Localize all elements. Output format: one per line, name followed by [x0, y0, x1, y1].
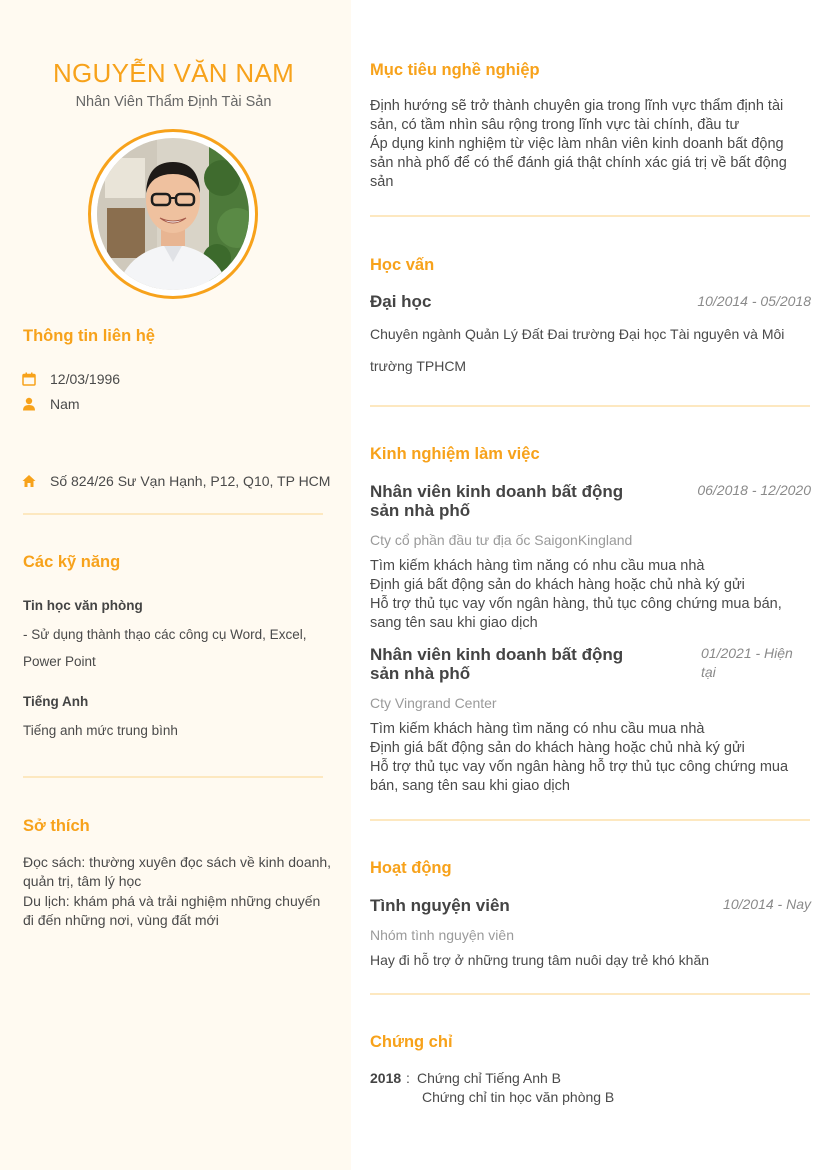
hobbies-section-title: Sở thích [23, 817, 90, 835]
job-company: Cty cổ phần đầu tư địa ốc SaigonKingland [370, 532, 633, 548]
job-duty: Tìm kiếm khách hàng tìm năng có nhu cầu mua nhà [370, 558, 705, 574]
user-icon [22, 397, 36, 416]
certificate-year: 2018 [370, 1070, 402, 1086]
contact-section-title: Thông tin liên hệ [23, 327, 155, 345]
hobby-line: quản trị, tâm lý học [23, 873, 142, 889]
job-duty: Tìm kiếm khách hàng tìm năng có nhu cầu mua nhà [370, 721, 705, 737]
skill-name: Tiếng Anh [23, 694, 89, 709]
objective-line: sản nhà phố để có thể đánh giá thật chính xác giá trị về bất động [370, 155, 787, 171]
hobby-line: Đọc sách: thường xuyên đọc sách về kinh doanh, [23, 854, 332, 870]
certificate-item: Chứng chỉ Tiếng Anh B [417, 1070, 562, 1086]
certificate-separator: : [406, 1070, 410, 1086]
skills-section-title: Các kỹ năng [23, 553, 121, 571]
address: Số 824/26 Sư Vạn Hạnh, P12, Q10, TP HCM [50, 473, 331, 489]
hobby-line: đi đến những nơi, vùng đất mới [23, 912, 219, 928]
objective-line: Áp dụng kinh nghiệm từ việc làm nhân viên kinh doanh bất động [370, 136, 784, 152]
job-title: Nhân viên kinh doanh bất động [370, 645, 624, 664]
activity-org: Nhóm tình nguyện viên [370, 927, 514, 943]
education-date: 10/2014 - 05/2018 [697, 293, 811, 309]
job-date: 06/2018 - 12/2020 [697, 482, 811, 498]
certificates-section-title: Chứng chỉ [370, 1033, 453, 1051]
calendar-icon [22, 372, 36, 391]
candidate-role: Nhân Viên Thẩm Định Tài Sản [75, 94, 272, 110]
education-detail: trường TPHCM [370, 358, 467, 374]
avatar [97, 138, 249, 290]
activities-section-title: Hoạt động [370, 859, 452, 877]
skill-detail: Tiếng anh mức trung bình [23, 723, 178, 738]
job-title: sản nhà phố [370, 664, 471, 683]
job-duty: sang tên sau khi giao dịch [370, 615, 538, 631]
education-degree: Đại học [370, 292, 432, 311]
activity-role: Tình nguyện viên [370, 896, 510, 915]
activity-date: 10/2014 - Nay [723, 896, 811, 912]
education-detail: Chuyên ngành Quản Lý Đất Đai trường Đại học Tài nguyên và Môi [370, 326, 785, 342]
candidate-name: NGUYỄN VĂN NAM [52, 58, 295, 88]
job-duty: Hỗ trợ thủ tục vay vốn ngân hàng, thủ tục công chứng mua bán, [370, 596, 782, 612]
skill-name: Tin học văn phòng [23, 598, 143, 613]
objective-section-title: Mục tiêu nghề nghiệp [370, 61, 540, 79]
profile-photo [88, 129, 258, 299]
certificate-item: Chứng chỉ tin học văn phòng B [422, 1089, 615, 1105]
job-duty: Hỗ trợ thủ tục vay vốn ngân hàng hỗ trợ thủ tục công chứng mua [370, 759, 789, 775]
job-date: tại [701, 664, 716, 680]
job-duty: Định giá bất động sản do khách hàng hoặc chủ nhà ký gửi [370, 740, 745, 756]
job-title: sản nhà phố [370, 501, 471, 520]
objective-line: Định hướng sẽ trở thành chuyên gia trong lĩnh vực thẩm định tài [370, 98, 784, 114]
experience-section-title: Kinh nghiệm làm việc [370, 445, 540, 463]
divider [370, 215, 810, 217]
divider [370, 819, 810, 821]
objective-line: sản [370, 174, 394, 190]
job-title: Nhân viên kinh doanh bất động [370, 482, 624, 501]
divider [23, 776, 323, 778]
job-company: Cty Vingrand Center [370, 695, 497, 711]
activity-desc: Hay đi hỗ trợ ở những trung tâm nuôi dạy trẻ khó khăn [370, 952, 710, 968]
education-section-title: Học vấn [370, 256, 435, 274]
gender: Nam [50, 396, 80, 412]
job-duty: Định giá bất động sản do khách hàng hoặc chủ nhà ký gửi [370, 577, 745, 593]
divider [370, 405, 810, 407]
birthday: 12/03/1996 [50, 371, 121, 387]
job-duty: bán, sang tên sau khi giao dịch [370, 778, 570, 794]
hobby-line: Du lịch: khám phá và trải nghiệm những chuyến [23, 893, 321, 909]
skill-detail: Power Point [23, 654, 96, 669]
divider [370, 993, 810, 995]
divider [23, 513, 323, 515]
main-content [351, 0, 835, 1170]
home-icon [22, 474, 36, 493]
skill-detail: - Sử dụng thành thạo các công cụ Word, Excel, [23, 627, 307, 642]
objective-line: sản, có tầm nhìn sâu rộng trong lĩnh vực tài chính, đầu tư [370, 117, 740, 133]
sidebar [0, 0, 351, 1170]
job-date: 01/2021 - Hiện [701, 645, 793, 661]
